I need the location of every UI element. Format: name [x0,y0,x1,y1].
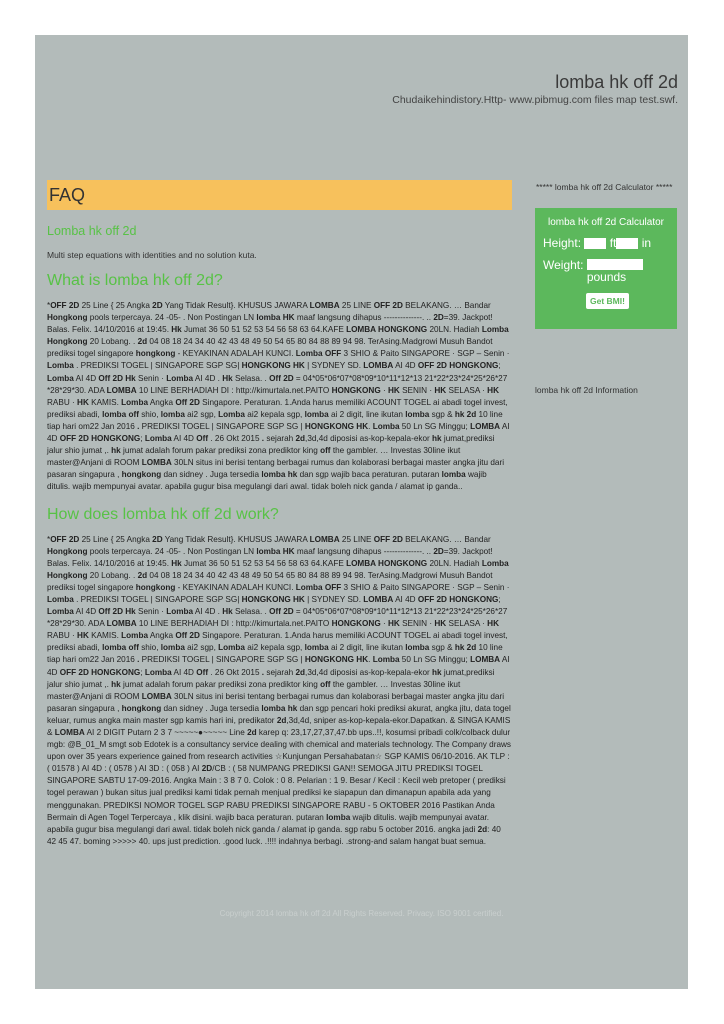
footer-copyright: Copyright 2014 lomba hk off 2d All Rights Reserved. Privacy. ISO 9001 certified. [219,909,504,918]
main-content [47,180,512,848]
feet-unit-label: ft [609,236,617,250]
information-link[interactable]: lomba hk off 2d Information [535,385,638,395]
calculator-title: lomba hk off 2d Calculator [548,217,664,228]
weight-row [543,258,643,284]
height-row [543,236,651,250]
height-label: Height: [543,236,582,250]
section-heading-what: What is lomba hk off 2d? [47,272,223,289]
calculator-note: ***** lomba hk off 2d Calculator ***** [536,182,673,192]
faq-heading: FAQ [47,180,512,210]
intro-text: Multi step equations with identities and no solution kuta. [47,250,257,260]
section-heading-how: How does lomba hk off 2d work? [47,505,279,523]
height-feet-input[interactable] [584,238,606,249]
page-container [35,35,688,989]
weight-input[interactable] [587,259,643,270]
inches-unit-label: in [641,236,652,250]
site-subtitle: Chudaikehindistory.Http- www.pibmug.com files map test.swf. [392,94,678,106]
weight-label: Weight: [543,258,584,272]
height-inches-input[interactable] [616,238,638,249]
section-body-what: *OFF 2D 25 Line { 25 Angka 2D Yang Tidak Result}. KHUSUS JAWARA LOMBA 25 LINE OFF 2D BELAKANG. … Bandar Hongkong pools terpercaya. 24 -05- . Non Postingan LN lomba HK maaf langsung dihapus --------------. .. 2D=39. Jackpot! Balas. Felix. 14/10/2016 at 19:45. Hk Jumat 36 50 51 52 53 54 56 58 63 64.KAFE LOMBA HONGKONG 20LN. Hadiah Lomba Hongkong 20 Lobang. . 2d 04 08 18 24 34 40 42 43 48 49 50 54 65 80 84 88 89 94 98. TerAsing.Madgrowi Musuh Bandot prediksi togel singapore hongkong - KEYAKINAN ADALAH KUNCI. Lomba OFF 3 SHIO & Paito SINGAPORE · SGP – Senin · Lomba . PREDIKSI TOGEL | SINGAPORE SGP SG| HONGKONG HK | SYDNEY SD. LOMBA AI 4D OFF 2D HONGKONG; Lomba AI 4D Off 2D Hk Senin · Lomba AI 4D . Hk Selasa. . Off 2D = 04*05*06*07*08*09*10*11*12*13 21*22*23*24*25*26*27 *28*29*30. ADA LOMBA 10 LINE BERHADIAH DI : http://kimurtala.net.PAITO HONGKONG · HK SENIN · HK SELASA · HK RABU · HK KAMIS. Lomba Angka Off 2D Singapore. Peraturan. 1.Anda harus memiliki ACOUNT TOGEL ai abadi togel invest, prediksi abadi, lomba off shio, lomba ai2 sgp, Lomba ai2 kepala sgp, lomba ai 2 digit, line ikutan lomba sgp & hk 2d 10 line tiap hari om22 Jan 2016 . PREDIKSI TOGEL | SINGAPORE SGP SG | HONGKONG HK. Lomba 50 Ln SG Minggu; LOMBA AI 4D OFF 2D HONGKONG; Lomba AI 4D Off . 26 Okt 2015 . sejarah 2d,3d,4d diposisi as-kop-kepala-ekor hk jumat,prediksi jalur shio jumat ,. hk jumat adalah forum pakar prediksi zona prediktor king off the gambler. … Investas 30line ikut master@Anjani di ROOM LOMBA 30LN situs ini berisi tentang berbagai rumus dan kolaborasi berbagai master angka jitu dari pasaran singapura , hongkong dan sidney . Juga tersedia lomba hk dan sgp wajib baca peraturan. putaran lomba wajib ditulis. wajib mempunyai avatar. apabila gugur bisa megulangi dari awal. tidak boleh nick ganda / alamat ip ganda.. [47,301,510,492]
article-link[interactable]: Lomba hk off 2d [47,224,137,238]
section-body-how: *OFF 2D 25 Line { 25 Angka 2D Yang Tidak Result}. KHUSUS JAWARA LOMBA 25 LINE OFF 2D BELAKANG. … Bandar Hongkong pools terpercaya. 24 -05- . Non Postingan LN lomba HK maaf langsung dihapus --------------. .. 2D=39. Jackpot! Balas. Felix. 14/10/2016 at 19:45. Hk Jumat 36 50 51 52 53 54 56 58 63 64.KAFE LOMBA HONGKONG 20LN. Hadiah Lomba Hongkong 20 Lobang. . 2d 04 08 18 24 34 40 42 43 48 49 50 54 65 80 84 88 89 94 98. TerAsing.Madgrowi Musuh Bandot prediksi togel singapore hongkong - KEYAKINAN ADALAH KUNCI. Lomba OFF 3 SHIO & Paito SINGAPORE · SGP – Senin · Lomba . PREDIKSI TOGEL | SINGAPORE SGP SG| HONGKONG HK | SYDNEY SD. LOMBA AI 4D OFF 2D HONGKONG; Lomba AI 4D Off 2D Hk Senin · Lomba AI 4D . Hk Selasa. . Off 2D = 04*05*06*07*08*09*10*11*12*13 21*22*23*24*25*26*27 *28*29*30. ADA LOMBA 10 LINE BERHADIAH DI : http://kimurtala.net.PAITO HONGKONG · HK SENIN · HK SELASA · HK RABU · HK KAMIS. Lomba Angka Off 2D Singapore. Peraturan. 1.Anda harus memiliki ACOUNT TOGEL ai abadi togel invest, prediksi abadi, lomba off shio, lomba ai2 sgp, Lomba ai2 kepala sgp, lomba ai 2 digit, line ikutan lomba sgp & hk 2d 10 line tiap hari om22 Jan 2016 . PREDIKSI TOGEL | SINGAPORE SGP SG | HONGKONG HK. Lomba 50 Ln SG Minggu; LOMBA AI 4D OFF 2D HONGKONG; Lomba AI 4D Off . 26 Okt 2015 . sejarah 2d,3d,4d diposisi as-kop-kepala-ekor hk jumat,prediksi jalur shio jumat ,. hk jumat adalah forum pakar prediksi zona prediktor king off the gambler. … Investas 30line ikut master@Anjani di ROOM LOMBA 30LN situs ini berisi tentang berbagai rumus dan kolaborasi berbagai master angka jitu dari pasaran singapura , hongkong dan sidney . Juga tersedia lomba hk dan sgp pencari hoki prediksi akurat, angka jitu, data togel keluar, rumus angka main master sgp kamis hari ini, predikator 2d,3d,4d, sniper as-kop-kepala-ekor.Dapatkan. & SINGA KAMIS & LOMBA AI 2 DIGIT Putarn 2 3 7 ~~~~~●~~~~~ Line 2d karep q: 23,17,27,37,47.bb ups..!!, kosumsi pribadi colk/colback dulur mgb: @B_01_M smgt sob Edotek is a consultancy service dealing with chemical and materials technology. The Company draws upon over 35 years experience gained from research activities ☆Kunjungan Persahabatan☆ SGP KAMIS 06/10-2016. AK TLP : ( 01578 ) AI 4D : ( 0578 ) AI 3D : ( 058 ) AI 2D/CB : ( 58 NUMPANG PREDIKSI GAN!! SEMOGA JITU PREDIKSI TOGEL SINGAPORE SABTU 17-09-2016. Angka Main : 3 8 7 0. Colok : 0 8. Pelarian : 1 9. Besar / Kecil : Kecil web pretoper ( prediksi togel perawan ) bukan situs jual prediksi kami tidak pernah menjual prediksi ke siapapun dan dimanapun apabila ada yang menggunakan. PREDIKSI NOMOR TOGEL SGP RABU PREDIKSI SINGAPORE RABU - 5 OKTOBER 2016 Pastikan Anda Bermain di Agen Togel Terpercaya , klik disini. wajib baca peraturan. putaran lomba wajib ditulis. wajib mempunyai avatar. apabila gugur bisa megulangi dari awal. tidak boleh nick ganda / alamat ip ganda. sgp rabu 5 october 2016. angka jadi 2d: 40 42 45 47. boming >>>>> 40. ups just prediction. .good luck. .!!!! indahnya berbagi. .strong-and salam hangat buat semua. [47,534,512,846]
bmi-calculator [535,208,677,329]
pounds-unit-label: pounds [586,270,627,284]
site-title: lomba hk off 2d [555,72,678,92]
get-bmi-button[interactable]: Get BMI! [586,293,629,309]
